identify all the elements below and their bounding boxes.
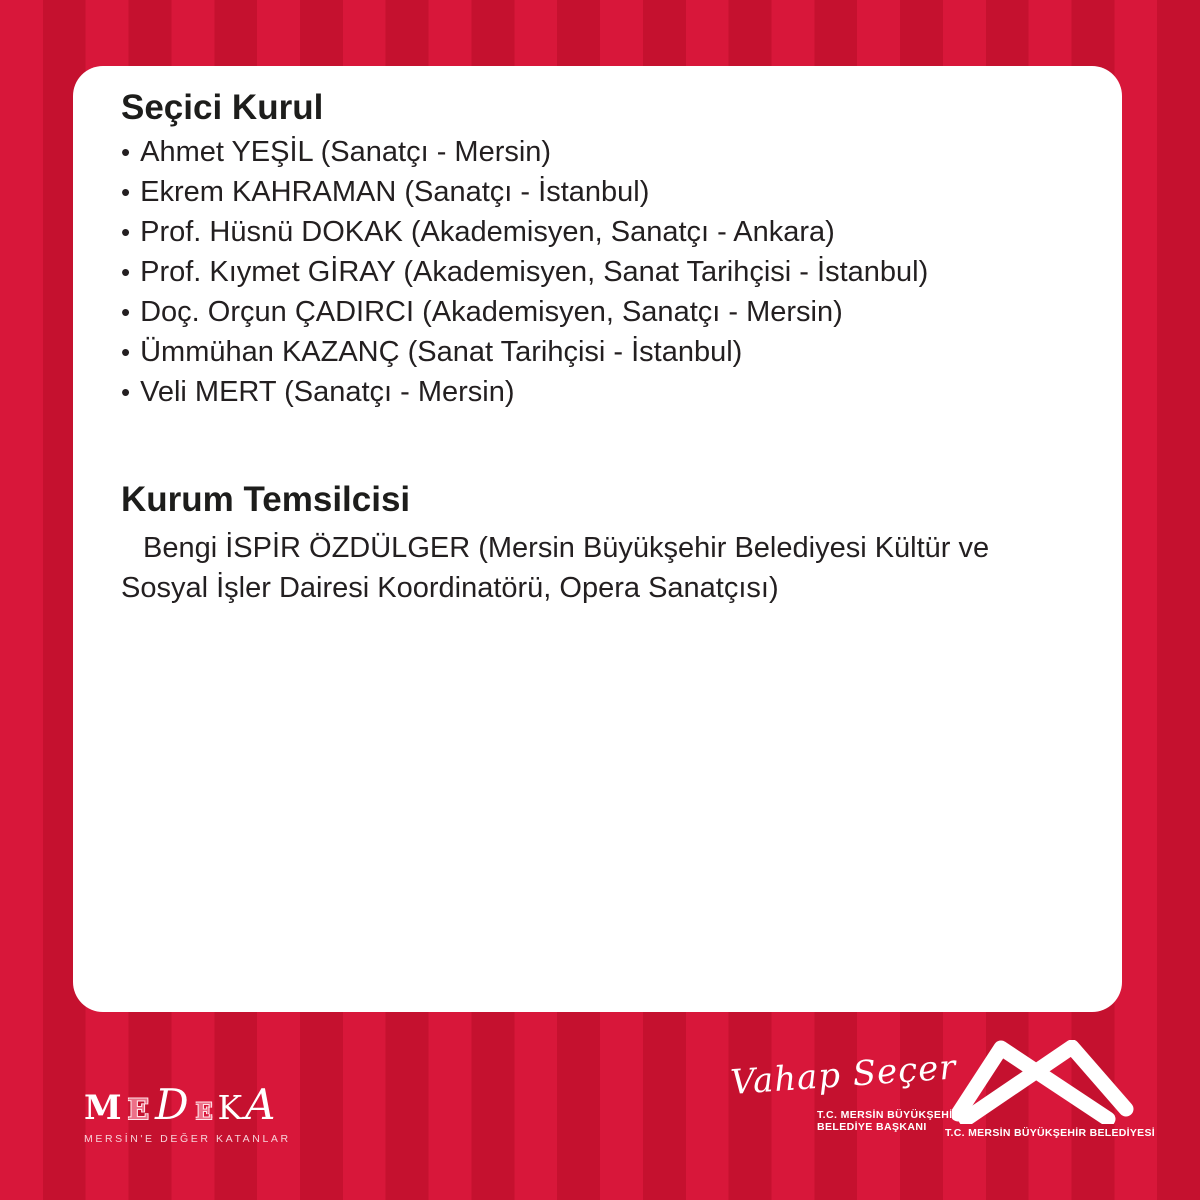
jury-section-title: Seçici Kurul xyxy=(121,88,324,127)
representative-line: Bengi İSPİR ÖZDÜLGER (Mersin Büyükşehir Belediyesi Kültür ve xyxy=(143,532,990,564)
mayor-title-line1: T.C. MERSİN BÜYÜKŞEHİR xyxy=(817,1109,961,1121)
jury-member-name: Prof. Kıymet GİRAY (Akademisyen, Sanat Tarihçisi - İstanbul) xyxy=(140,256,929,288)
bullet-glyph: • xyxy=(121,377,131,407)
representative-paragraph xyxy=(121,528,1074,608)
medeka-letter-d: D xyxy=(154,1080,189,1129)
content-card xyxy=(73,66,1122,1012)
medeka-letter-a: A xyxy=(245,1080,276,1129)
medeka-tagline: MERSİN'E DEĞER KATANLAR xyxy=(84,1133,291,1145)
jury-list-item xyxy=(121,292,1074,332)
medeka-letter-e: E xyxy=(127,1093,149,1126)
medeka-letter-m: M xyxy=(84,1088,124,1128)
mayor-signature-block xyxy=(729,1047,961,1133)
medeka-letter-e2: E xyxy=(195,1099,213,1125)
jury-list-item xyxy=(121,372,1074,412)
bullet-glyph: • xyxy=(121,257,131,287)
bullet-glyph: • xyxy=(121,217,131,247)
jury-member-name: Ahmet YEŞİL (Sanatçı - Mersin) xyxy=(140,136,552,168)
bullet-glyph: • xyxy=(121,337,131,367)
mayor-signature: Vahap Seçer xyxy=(729,1047,958,1103)
medeka-letter-k: K xyxy=(217,1088,244,1127)
jury-member-name: Prof. Hüsnü DOKAK (Akademisyen, Sanatçı - Ankara) xyxy=(140,216,835,248)
municipality-logo-block xyxy=(945,1040,1156,1139)
mayor-title xyxy=(817,1109,961,1133)
jury-member-name: Ekrem KAHRAMAN (Sanatçı - İstanbul) xyxy=(140,176,650,208)
bullet-glyph: • xyxy=(121,177,131,207)
jury-member-name: Veli MERT (Sanatçı - Mersin) xyxy=(140,376,515,408)
mayor-title-line2: BELEDİYE BAŞKANI xyxy=(817,1121,927,1133)
bullet-glyph: • xyxy=(121,137,131,167)
representative-section-title: Kurum Temsilcisi xyxy=(121,480,411,519)
representative-line: Sosyal İşler Dairesi Koordinatörü, Opera Sanatçısı) xyxy=(121,572,779,604)
mersin-m-mountain-icon xyxy=(952,1040,1134,1124)
medeka-logo xyxy=(84,1080,291,1145)
jury-member-name: Ümmühan KAZANÇ (Sanat Tarihçisi - İstanbul) xyxy=(140,336,743,368)
jury-list-item xyxy=(121,332,1074,372)
jury-member-name: Doç. Orçun ÇADIRCI (Akademisyen, Sanatçı - Mersin) xyxy=(140,296,843,328)
municipality-caption: T.C. MERSİN BÜYÜKŞEHİR BELEDİYESİ xyxy=(945,1127,1156,1139)
jury-list-item xyxy=(121,132,1074,172)
jury-list-item xyxy=(121,172,1074,212)
medeka-wordmark xyxy=(84,1080,291,1129)
jury-list-item xyxy=(121,212,1074,252)
jury-list-item xyxy=(121,252,1074,292)
bullet-glyph: • xyxy=(121,297,131,327)
jury-list xyxy=(121,132,1074,412)
